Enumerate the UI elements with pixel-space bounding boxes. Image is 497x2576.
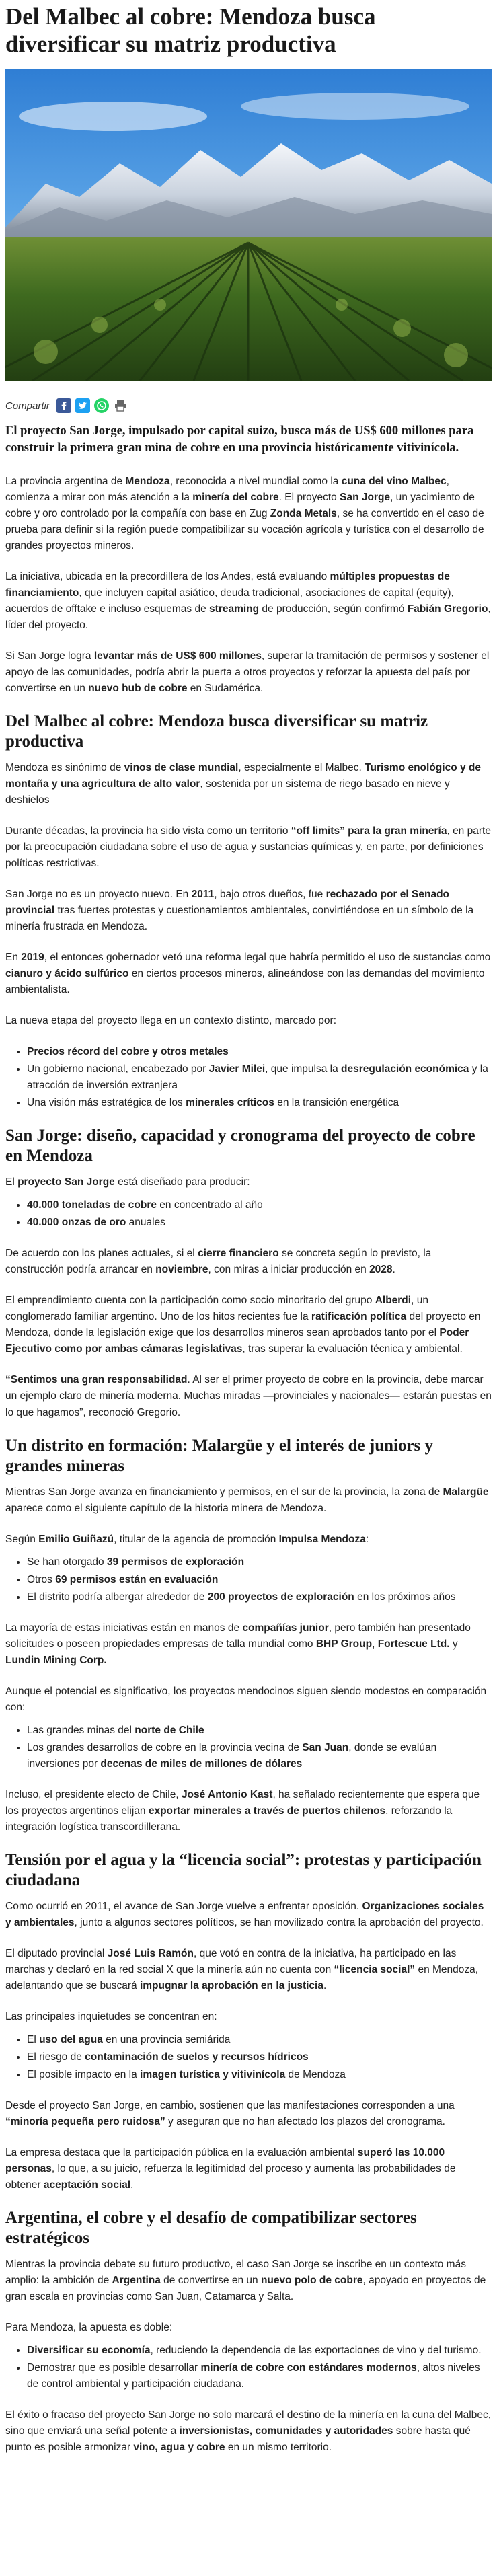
bold-text: 2019 (21, 952, 44, 964)
bold-text: streaming (209, 603, 260, 615)
bold-text: nuevo polo de cobre (260, 2275, 363, 2287)
section-heading: San Jorge: diseño, capacidad y cronograma del proyecto de cobre en Mendoza (5, 1127, 475, 1166)
section-paragraph: Como ocurrió en 2011, el avance de San Jorge vuelve a enfrentar oposición. Organizaciones sociales y ambientales, junto a algunos sectores políticos, se han movilizado contra la aprobación del proyecto. (5, 1900, 484, 1928)
list-item: • El uso del agua en una provincia semiárida (27, 2032, 492, 2048)
section-paragraph: La mayoría de estas iniciativas están en manos de compañías junior, pero también han presentado solicitudes o poseen propiedades empresas de talla mundial como BHP Group, Fortescue Ltd. y Lundin Mining Corp. (5, 1622, 471, 1666)
bold-text: Organizaciones sociales y ambientales (5, 1900, 484, 1928)
bold-text: múltiples propuestas de financiamiento (5, 570, 450, 599)
section-heading: Tensión por el agua y la “licencia social”: protestas y participación ciudadana (5, 1850, 482, 1889)
bold-text: Argentina (112, 2275, 161, 2287)
bold-text: imagen turística y vitivinícola (140, 2068, 286, 2080)
intro-section (5, 473, 492, 697)
list-item: • Los grandes desarrollos de cobre en la provincia vecina de San Juan, donde se evalúan inversiones por decenas de miles de millones de dólares (27, 1740, 492, 1772)
bold-text: 40.000 toneladas de cobre (27, 1199, 157, 1211)
section-paragraph: El diputado provincial José Luis Ramón, que votó en contra de la iniciativa, ha participado en las marchas y declaró en la red social X que la minería aún no cuenta con “licencia social” en Mendoza, adelantando que se buscará impugnar la aprobación en la justicia. (5, 1947, 479, 1992)
bold-text: Lundin Mining Corp. (5, 1654, 107, 1666)
section-argentina-cobre (5, 2208, 492, 2456)
section-agua-licencia-social (5, 1850, 492, 2193)
bold-text: Fortescue Ltd. (377, 1638, 450, 1650)
bold-text: levantar más de US$ 600 millones (93, 650, 262, 662)
bold-text: contaminación de suelos y recursos hídricos (85, 2051, 309, 2063)
section-paragraph: La nueva etapa del proyecto llega en un contexto distinto, marcado por: (5, 1015, 337, 1027)
section-san-jorge (5, 1126, 492, 1420)
bold-text: Precios récord del cobre y otros metales (27, 1046, 229, 1058)
section-paragraph: Según Emilio Guiñazú, titular de la agencia de promoción Impulsa Mendoza: (5, 1533, 369, 1545)
bold-text: minerales críticos (186, 1097, 274, 1109)
section-paragraph: Las principales inquietudes se concentran en: (5, 2010, 217, 2022)
section-paragraph: El éxito o fracaso del proyecto San Jorge no solo marcará el destino de la minería en la cuna del Malbec, sino que enviará una señal potente a inversionistas, comunidades y autoridades sobre hasta qué punto es posible armonizar vino, agua y cobre en un mismo territorio. (5, 2409, 492, 2454)
bold-text: rechazado por el Senado provincial (5, 888, 450, 917)
section-paragraph: Incluso, el presidente electo de Chile, José Antonio Kast, ha señalado recientemente que espera que los proyectos argentinos elijan exportar minerales a través de puertos chilenos, reforzando la integración logística transcordillerana. (5, 1788, 480, 1833)
bold-text: superó las 10.000 personas (5, 2146, 445, 2174)
section-paragraph: Desde el proyecto San Jorge, en cambio, sostienen que las manifestaciones corresponden a una “minoría pequeña pero ruidosa” y aseguran que no han afectado los plazos del cronograma. (5, 2099, 455, 2127)
print-icon[interactable] (113, 398, 128, 413)
section-paragraph: El emprendimiento cuenta con la participación como socio minoritario del grupo Alberdi, un conglomerado familiar argentino. Uno de los hitos recientes fue la ratificación política del proyecto en Mendoza, donde la legislación exige que los desarrollos mineros sean aprobados tanto por el Poder Ejecutivo como por ambas cámaras legislativas, tras superar la evaluación técnica y ambiental. (5, 1295, 481, 1355)
bullet-list (5, 1044, 492, 1111)
bullet-list (5, 1197, 492, 1231)
section-paragraph: De acuerdo con los planes actuales, si el cierre financiero se concreta según lo previsto, la construcción podría arrancar en noviembre, con miras a iniciar producción en 2028. (5, 1248, 432, 1276)
section-paragraph: Mendoza es sinónimo de vinos de clase mundial, especialmente el Malbec. Turismo enológico y de montaña y una agricultura de alto valor, sostenida por un sistema de riego basado en nieve y deshielos (5, 762, 481, 806)
bold-text: aceptación social (43, 2179, 131, 2191)
intro-paragraph: Si San Jorge logra levantar más de US$ 600 millones, superar la tramitación de permisos y sostener el apoyo de las comunidades, podría abrir la puerta a otros proyectos y reforzar la apuesta del país por convertirse en un nuevo hub de cobre en Sudamérica. (5, 650, 490, 695)
bullet-list (5, 1722, 492, 1772)
bold-text: cuna del vino Malbec (341, 475, 447, 487)
list-item: • Diversificar su economía, reduciendo la dependencia de las exportaciones de vino y del turismo. (27, 2343, 492, 2359)
bold-text: Zonda Metals (270, 507, 337, 519)
bold-text: Poder Ejecutivo como por ambas cámaras legislativas (5, 1327, 469, 1355)
bold-text: vinos de clase mundial (124, 762, 239, 774)
section-malargue (5, 1436, 492, 1835)
bold-text: José Antonio Kast (181, 1788, 273, 1801)
section-paragraph: Mientras la provincia debate su futuro productivo, el caso San Jorge se inscribe en un contexto más amplio: la ambición de Argentina de convertirse en un nuevo polo de cobre, apoyado en proyectos de gran escala en provincias como San Juan, Catamarca y Salta. (5, 2259, 486, 2303)
section-heading: Del Malbec al cobre: Mendoza busca diversificar su matriz productiva (5, 712, 428, 751)
bold-text: minería de cobre con estándares modernos (200, 2362, 417, 2374)
section-paragraph: Para Mendoza, la apuesta es doble: (5, 2322, 173, 2334)
bold-text: Malargüe (443, 1486, 489, 1498)
share-bar (5, 398, 492, 414)
bold-text: Impulsa Mendoza (278, 1533, 366, 1545)
section-paragraph: En 2019, el entonces gobernador vetó una reforma legal que habría permitido el uso de sustancias como cianuro y ácido sulfúrico en ciertos procesos mineros, alineándose con las demandas del movimiento ambientalista. (5, 952, 491, 996)
bullet-list (5, 2343, 492, 2392)
list-item: • El distrito podría albergar alrededor de 200 proyectos de exploración en los próximos años (27, 1589, 492, 1605)
bold-text: San Juan (302, 1741, 349, 1753)
section-paragraph: San Jorge no es un proyecto nuevo. En 2011, bajo otros dueños, fue rechazado por el Senado provincial tras fuertes protestas y cuestionamientos ambientales, convirtiéndose en un símbolo de la minería frustrada en Mendoza. (5, 888, 474, 933)
bold-text: ratificación política (311, 1311, 407, 1323)
bold-text: “off limits” para la gran minería (291, 825, 447, 837)
list-item: • 40.000 onzas de oro anuales (27, 1215, 492, 1231)
bold-text: BHP Group (315, 1638, 373, 1650)
section-malbec-cobre (5, 712, 492, 1111)
whatsapp-icon[interactable] (94, 398, 109, 413)
share-label: Compartir (5, 400, 50, 412)
bullet-list (5, 1554, 492, 1605)
section-paragraph: La empresa destaca que la participación pública en la evaluación ambiental superó las 10.000 personas, lo que, a su juicio, refuerza la legitimidad del proceso y aumenta las probabilidades de obtener aceptación social. (5, 2146, 456, 2191)
bold-text: nuevo hub de cobre (88, 683, 188, 695)
hero-image-vineyard-andes (5, 69, 492, 381)
bold-text: cierre financiero (198, 1248, 279, 1260)
bold-text: uso del agua (39, 2033, 103, 2045)
bold-text: noviembre (155, 1264, 208, 1276)
list-item: • El posible impacto en la imagen turística y vitivinícola de Mendoza (27, 2067, 492, 2083)
bold-text: proyecto San Jorge (17, 1176, 115, 1188)
bold-text: decenas de miles de millones de dólares (100, 1757, 303, 1770)
bold-text: Turismo enológico y de montaña y una agricultura de alto valor (5, 762, 481, 790)
section-paragraph: Aunque el potencial es significativo, los proyectos mendocinos siguen siendo modestos en comparación con: (5, 1685, 487, 1713)
bold-text: “Sentimos una gran responsabilidad (5, 1374, 188, 1386)
bold-text: 2028 (369, 1264, 393, 1276)
bold-text: compañías junior (242, 1622, 329, 1634)
bold-text: desregulación económica (341, 1063, 469, 1075)
bold-text: Emilio Guiñazú (38, 1533, 114, 1545)
list-item: • Un gobierno nacional, encabezado por Javier Milei, que impulsa la desregulación económica y la atracción de inversión extranjera (27, 1061, 492, 1094)
intro-paragraph: La iniciativa, ubicada en la precordillera de los Andes, está evaluando múltiples propuestas de financiamiento, que incluyen capital asiático, deuda tradicional, asociaciones de capital (equity), acuerdos de offtake e incluso esquemas de streaming de producción, según confirmó Fabián Gregorio, líder del proyecto. (5, 570, 491, 631)
bold-text: exportar minerales a través de puertos chilenos (148, 1805, 386, 1817)
list-item (27, 1044, 492, 1060)
section-paragraph: “Sentimos una gran responsabilidad. Al ser el primer proyecto de cobre en la provincia, debe marcar un ejemplo claro de minería moderna. Muchas miradas —provinciales y nacionales— estarán puestas en lo que hagamos”, reconoció Gregorio. (5, 1374, 492, 1418)
section-paragraph: Durante décadas, la provincia ha sido vista como un territorio “off limits” para la gran minería, en parte por la preocupación ciudadana sobre el uso de agua y sustancias químicas y, en parte, por definiciones políticas restrictivas. (5, 825, 491, 870)
bold-text: Mendoza (125, 475, 170, 487)
bold-text: impugnar la aprobación en la justicia (139, 1979, 323, 1992)
list-item: • 40.000 toneladas de cobre en concentrado al año (27, 1197, 492, 1213)
bold-text: San Jorge (340, 491, 391, 503)
article-lead: El proyecto San Jorge, impulsado por capital suizo, busca más de US$ 600 millones para construir la primera gran mina de cobre en una provincia históricamente vitivinícola. (5, 424, 474, 455)
bold-text: vino, agua y cobre (133, 2441, 225, 2454)
article-title: Del Malbec al cobre: Mendoza busca diversificar su matriz productiva (5, 3, 376, 58)
facebook-icon[interactable] (56, 398, 71, 413)
list-item: • Otros 69 permisos están en evaluación (27, 1572, 492, 1588)
bold-text: 69 permisos están en evaluación (55, 1573, 219, 1585)
bold-text: Alberdi (375, 1295, 412, 1307)
list-item: • Una visión más estratégica de los minerales críticos en la transición energética (27, 1095, 492, 1111)
twitter-icon[interactable] (75, 398, 90, 413)
bold-text: minería del cobre (192, 491, 279, 503)
section-heading: Argentina, el cobre y el desafío de compatibilizar sectores estratégicos (5, 2209, 417, 2247)
bold-text: Diversificar su economía (27, 2345, 151, 2357)
bold-text: 39 permisos de exploración (106, 1556, 245, 1568)
bold-text: norte de Chile (135, 1724, 204, 1736)
bullet-list (5, 2032, 492, 2083)
bold-text: inversionistas, comunidades y autoridades (179, 2425, 393, 2437)
list-item: • Se han otorgado 39 permisos de exploración (27, 1554, 492, 1570)
section-heading: Un distrito en formación: Malargüe y el interés de juniors y grandes mineras (5, 1436, 434, 1475)
bold-text: cianuro y ácido sulfúrico (5, 968, 129, 980)
section-paragraph: El proyecto San Jorge está diseñado para producir: (5, 1176, 250, 1188)
list-item: • Demostrar que es posible desarrollar minería de cobre con estándares modernos, altos niveles de control ambiental y participación ciudadana. (27, 2360, 492, 2392)
section-paragraph: Mientras San Jorge avanza en financiamiento y permisos, en el sur de la provincia, la zona de Malargüe aparece como el siguiente capítulo de la historia minera de Mendoza. (5, 1486, 489, 1514)
bold-text: 200 proyectos de exploración (207, 1591, 354, 1603)
bold-text: 40.000 onzas de oro (27, 1217, 126, 1229)
bold-text: Fabián Gregorio (407, 603, 488, 615)
bold-text: Javier Milei (208, 1063, 266, 1075)
intro-paragraph: La provincia argentina de Mendoza, reconocida a nivel mundial como la cuna del vino Malbec, comienza a mirar con más atención a la minería del cobre. El proyecto San Jorge, un yacimiento de cobre y oro controlado por la compañía con base en Zug Zonda Metals, se ha convertido en el caso de prueba para definir si la región puede compatibilizar su vocación agrícola y turística con el desarrollo de grandes proyectos mineros. (5, 475, 484, 552)
bold-text: José Luis Ramón (107, 1947, 194, 1959)
list-item: • El riesgo de contaminación de suelos y recursos hídricos (27, 2049, 492, 2066)
bold-text: “licencia social” (334, 1963, 416, 1975)
list-item: • Las grandes minas del norte de Chile (27, 1722, 492, 1739)
bold-text: 2011 (191, 888, 215, 901)
bold-text: “minoría pequeña pero ruidosa” (5, 2115, 165, 2127)
